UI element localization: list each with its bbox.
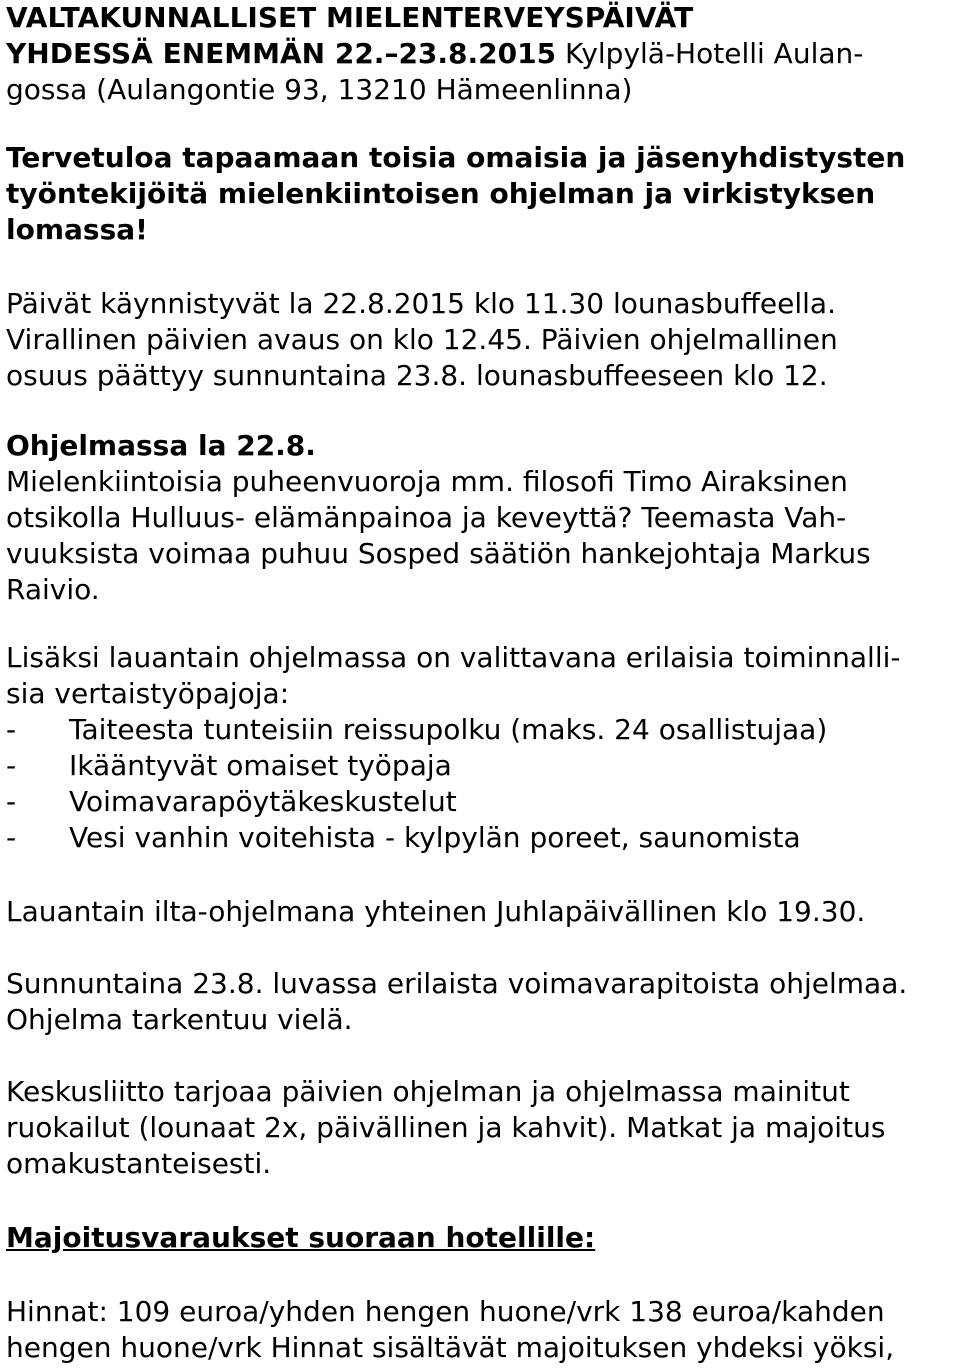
paragraph-line: Hinnat: 109 euroa/yhden hengen huone/vrk 138 euroa/kahden: [6, 1295, 885, 1328]
event-venue: Kylpylä-Hotelli Aulan-: [556, 37, 864, 70]
paragraph-line: Sunnuntaina 23.8. luvassa erilaista voimavarapitoista ohjelmaa.: [6, 967, 908, 1000]
schedule-paragraph: [6, 286, 958, 394]
list-item-text: Vesi vanhin voitehista - kylpylän poreet, saunomista: [69, 821, 801, 854]
welcome-line: Tervetuloa tapaamaan toisia omaisia ja jäsenyhdistysten: [6, 141, 906, 174]
paragraph-line: Päivät käynnistyvät la 22.8.2015 klo 11.30 lounasbuffeella.: [6, 287, 836, 320]
sunday-program: [6, 966, 958, 1038]
paragraph-line: sia vertaistyöpajoja:: [6, 677, 290, 710]
list-item-text: Taiteesta tunteisiin reissupolku (maks. 24 osallistujaa): [69, 713, 828, 746]
paragraph-line: osuus päättyy sunnuntaina 23.8. lounasbuffeeseen klo 12.: [6, 359, 828, 392]
prices-paragraph: [6, 1294, 958, 1366]
evening-program: Lauantain ilta-ohjelmana yhteinen Juhlapäivällinen klo 19.30.: [6, 895, 866, 928]
booking-heading: Majoitusvaraukset suoraan hotellille:: [6, 1221, 596, 1254]
paragraph-line: Lisäksi lauantain ohjelmassa on valittavana erilaisia toiminnalli-: [6, 641, 901, 674]
welcome-line: työntekijöitä mielenkiintoisen ohjelman ja virkistyksen: [6, 177, 876, 210]
section-heading: Ohjelmassa la 22.8.: [6, 429, 316, 462]
list-item: [6, 784, 958, 820]
costs-paragraph: [6, 1074, 958, 1182]
paragraph-line: otsikolla Hulluus- elämänpainoa ja keveyttä? Teemasta Vah-: [6, 501, 847, 534]
paragraph-line: Virallinen päivien avaus on klo 12.45. Päivien ohjelmallinen: [6, 323, 838, 356]
paragraph-line: Ohjelma tarkentuu vielä.: [6, 1003, 353, 1036]
paragraph-line: vuuksista voimaa puhuu Sosped säätiön hankejohtaja Markus: [6, 537, 871, 570]
list-item: [6, 820, 958, 856]
list-dash: -: [6, 713, 17, 746]
welcome-block: [6, 140, 958, 248]
workshops-paragraph: [6, 640, 958, 856]
list-item-text: Voimavarapöytäkeskustelut: [69, 785, 457, 818]
event-subtitle: [6, 36, 958, 72]
list-item: [6, 748, 958, 784]
event-title: VALTAKUNNALLISET MIELENTERVEYSPÄIVÄT: [6, 1, 694, 34]
paragraph-line: omakustanteisesti.: [6, 1147, 272, 1180]
paragraph-line: hengen huone/vrk Hinnat sisältävät majoituksen yhdeksi yöksi,: [6, 1331, 895, 1364]
saturday-program: [6, 428, 958, 608]
paragraph-line: Mielenkiintoisia puheenvuoroja mm. filosofi Timo Airaksinen: [6, 465, 848, 498]
welcome-line: lomassa!: [6, 213, 148, 246]
event-address: gossa (Aulangontie 93, 13210 Hämeenlinna): [6, 73, 633, 106]
list-dash: -: [6, 821, 17, 854]
document-page: [6, 0, 958, 1366]
list-dash: -: [6, 785, 17, 818]
header-block: [6, 0, 958, 108]
list-dash: -: [6, 749, 17, 782]
paragraph-line: Raivio.: [6, 573, 100, 606]
paragraph-line: Keskusliitto tarjoaa päivien ohjelman ja ohjelmassa mainitut: [6, 1075, 850, 1108]
list-item-text: Ikääntyvät omaiset työpaja: [69, 749, 452, 782]
event-slogan-dates: YHDESSÄ ENEMMÄN 22.–23.8.2015: [6, 37, 557, 70]
paragraph-line: ruokailut (lounaat 2x, päivällinen ja kahvit). Matkat ja majoitus: [6, 1111, 886, 1144]
list-item: [6, 712, 958, 748]
